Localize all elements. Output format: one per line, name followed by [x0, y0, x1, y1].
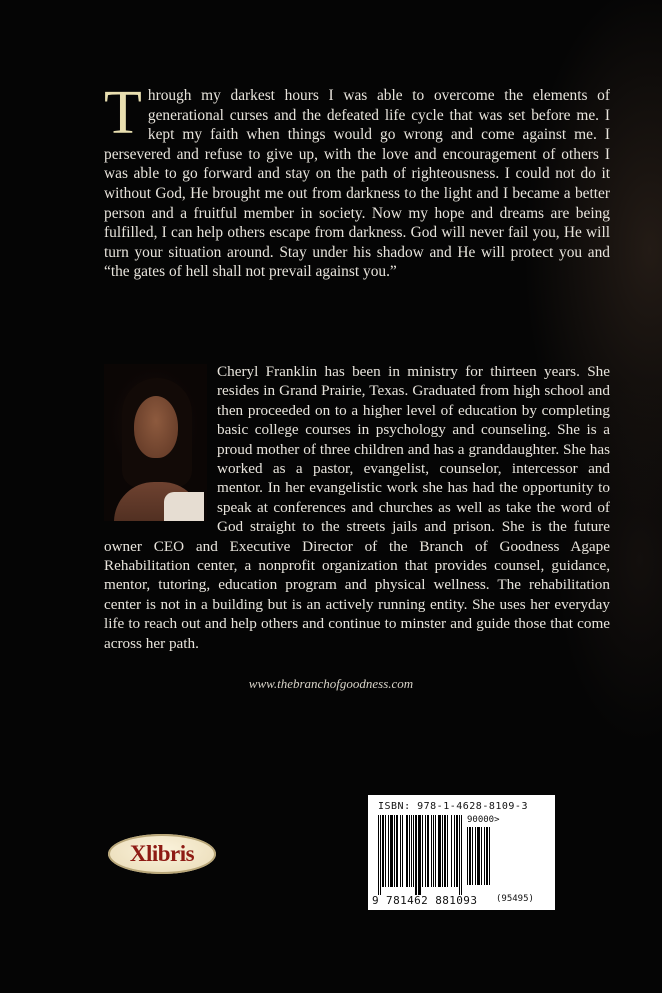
barcode-bar — [461, 815, 462, 895]
publisher-logo — [108, 834, 216, 874]
price-bars — [467, 827, 500, 885]
author-photo — [104, 364, 207, 521]
barcode-bar — [489, 827, 490, 885]
ean-digits: 9 781462 881093 — [372, 894, 478, 907]
price-code: 90000> — [467, 815, 500, 825]
author-bio — [104, 362, 610, 653]
drop-cap: T — [104, 79, 142, 147]
website-url: www.thebranchofgoodness.com — [248, 676, 414, 691]
ean-bars — [378, 815, 462, 895]
publisher-logo-text: Xlibris — [129, 841, 195, 866]
bio-text: Cheryl Franklin has been in ministry for thirteen years. She resides in Grand Prairie, Texas. Graduated from high school and then proceeded on to a higher level of education by completing basic college courses in psychology and counseling. She is a proud mother of three children and has a granddaughter. She has worked as a pastor, evangelist, counselor, intercessor and mentor. In her evangelistic work she has had the opportunity to speak at conferences and churches as well as take the word of God straight to the streets jails and prison. She is the future owner CEO and Executive Director of the Branch of Goodness Agape Rehabilitation center, a nonprofit organization that provides counsel, guidance, mentor, tutoring, education program and physical wellness. The rehabilitation center is not in a building but is an actively running entity. She uses her everyday life to reach out and help others and continue to minster and guide those that come across her path. — [104, 363, 610, 652]
isbn-label: ISBN: 978-1-4628-8109-3 — [378, 801, 528, 812]
intro-paragraph — [104, 79, 610, 282]
intro-text: hrough my darkest hours I was able to overcome the elements of generational curses and the defeated life cycle that was set before me. I kept my faith when things would go wrong and come against me. I persevered and refuse to give up, with the love and encouragement of others I was able to go forward and stay on the path of righteousness. I could not do it without God, He brought me out from darkness to the light and I became a better person and a fruitful member in society. Now my hope and dreams are being fulfilled, I can help others escape from darkness. God will never fail you, He will turn your situation around. Stay under his shadow and He will protect you and “the gates of hell shall not prevail against you.” — [104, 87, 610, 281]
price-digits: (95495) — [496, 894, 534, 904]
isbn-barcode — [368, 795, 555, 910]
